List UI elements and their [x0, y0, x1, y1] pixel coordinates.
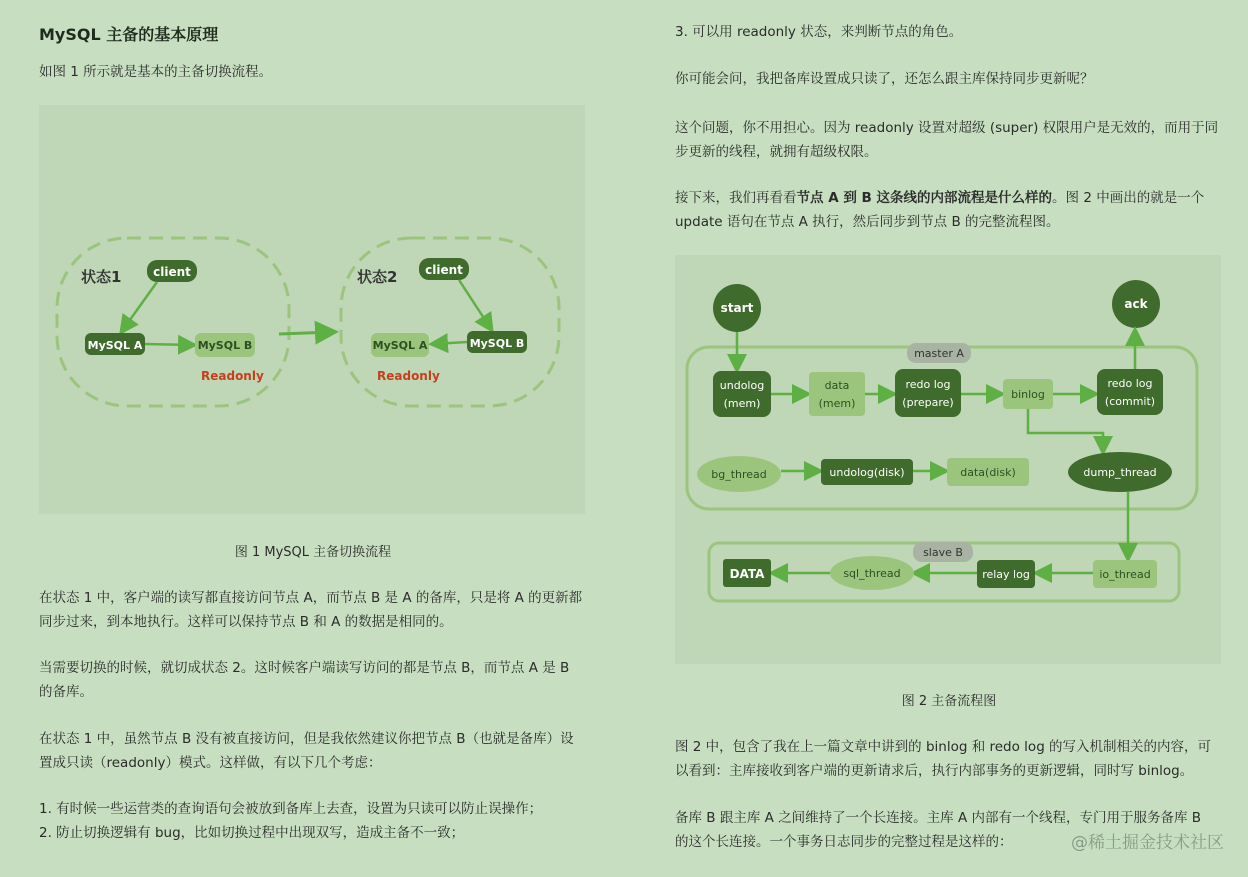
- p5-line2: 的这个长连接。一个事务日志同步的完整过程是这样的：: [675, 834, 1013, 850]
- list-item-3: 3. 可以用 readonly 状态，来判断节点的角色。: [675, 24, 963, 40]
- watermark: @稀土掘金技术社区: [1071, 833, 1224, 853]
- undolog-mem-node: [713, 371, 771, 417]
- prepare-label: (prepare): [902, 396, 954, 409]
- binlog-label: binlog: [1011, 388, 1045, 401]
- figure-2-diagram: [675, 255, 1221, 664]
- data-mem-label: (mem): [818, 397, 856, 410]
- next-bold: 节点 A 到 B 这条线的内部流程是什么样的: [796, 190, 1053, 206]
- list-item-2: 2. 防止切换逻辑有 bug，比如切换过程中出现双写，造成主备不一致；: [39, 825, 465, 841]
- client-label-1: client: [153, 265, 191, 279]
- p4-line2: 以看到：主库接收到客户端的更新请求后，执行内部事务的更新逻辑，同时写 binlog。: [675, 763, 1194, 779]
- next-post: 。图 2 中画出的就是一个: [1052, 190, 1205, 206]
- data-disk-label: data(disk): [960, 466, 1016, 479]
- redo-commit-node: [1097, 369, 1163, 415]
- redo-prepare-node: [895, 369, 961, 417]
- p4-line1: 图 2 中，包含了我在上一篇文章中讲到的 binlog 和 redo log 的写入机制相关的内容，可: [675, 739, 1212, 755]
- slave-b-label: slave B: [923, 546, 963, 559]
- mysql-b-label-1: MySQL B: [197, 339, 253, 352]
- redo-log-label-2: redo log: [1107, 377, 1153, 390]
- p2-line1: 当需要切换的时候，就切成状态 2。这时候客户端读写访问的都是节点 B，而节点 A 是 B: [39, 660, 570, 676]
- answer-line2: 步更新的线程，就拥有超级权限。: [675, 144, 878, 160]
- master-a-label: master A: [914, 347, 964, 360]
- mysql-a-label-1: MySQL A: [87, 339, 143, 352]
- dump-thread-label: dump_thread: [1083, 466, 1157, 479]
- bg-thread-label: bg_thread: [711, 468, 767, 481]
- data-label: data: [824, 379, 850, 392]
- mysql-b-label-2: MySQL B: [469, 337, 525, 350]
- undolog-disk-label: undolog(disk): [829, 466, 905, 479]
- state1-label: 状态1: [81, 268, 122, 286]
- p5-line1: 备库 B 跟主库 A 之间维持了一个长连接。主库 A 内部有一个线程，专门用于服务备库 B: [675, 810, 1202, 826]
- relay-log-label: relay log: [982, 568, 1030, 581]
- p2-line2: 的备库。: [39, 684, 93, 700]
- undolog-mem-label: (mem): [723, 397, 761, 410]
- figure-1-caption: 图 1 MySQL 主备切换流程: [234, 545, 392, 560]
- next-line1: [675, 186, 1204, 210]
- p1-line2: 同步过来，到本地执行。这样可以保持节点 B 和 A 的数据是相同的。: [39, 614, 453, 630]
- intro-text: 如图 1 所示就是基本的主备切换流程。: [39, 64, 273, 80]
- state2-label: 状态2: [357, 268, 398, 286]
- question-text: 你可能会问，我把备库设置成只读了，还怎么跟主库保持同步更新呢？: [675, 71, 1094, 87]
- p3-line1: 在状态 1 中，虽然节点 B 没有被直接访问，但是我依然建议你把节点 B（也就是备库）设: [39, 731, 574, 747]
- answer-line1: 这个问题，你不用担心。因为 readonly 设置对超级 (super) 权限用户是无效的，而用于同: [675, 120, 1219, 136]
- ack-label: ack: [1124, 297, 1148, 311]
- figure-1: [39, 105, 585, 514]
- next-pre: 接下来，我们再看看: [675, 190, 797, 206]
- readonly-label-1: Readonly: [201, 369, 264, 383]
- commit-label: (commit): [1104, 395, 1156, 408]
- mysql-a-label-2: MySQL A: [372, 339, 428, 352]
- figure-2-caption: 图 2 主备流程图: [901, 694, 997, 709]
- p1-line1: 在状态 1 中，客户端的读写都直接访问节点 A，而节点 B 是 A 的备库，只是将 A 的更新都: [39, 590, 583, 606]
- undolog-label: undolog: [719, 379, 765, 392]
- transition-arrow: [279, 332, 333, 334]
- io-thread-label: io_thread: [1099, 568, 1151, 581]
- section-heading: MySQL 主备的基本原理: [39, 25, 219, 44]
- redo-log-label-1: redo log: [905, 378, 951, 391]
- list-item-1: 1. 有时候一些运营类的查询语句会被放到备库上去查，设置为只读可以防止误操作；: [39, 801, 543, 817]
- figure-1-diagram: [39, 105, 585, 514]
- start-label: start: [720, 301, 754, 315]
- next-line2: update 语句在节点 A 执行，然后同步到节点 B 的完整流程图。: [675, 214, 1060, 230]
- sql-thread-label: sql_thread: [843, 567, 901, 580]
- p3-line2: 置成只读（readonly）模式。这样做，有以下几个考虑：: [39, 755, 382, 771]
- figure-2: [675, 255, 1221, 664]
- data-store-label: DATA: [729, 567, 765, 581]
- client-label-2: client: [425, 263, 463, 277]
- readonly-label-2: Readonly: [377, 369, 440, 383]
